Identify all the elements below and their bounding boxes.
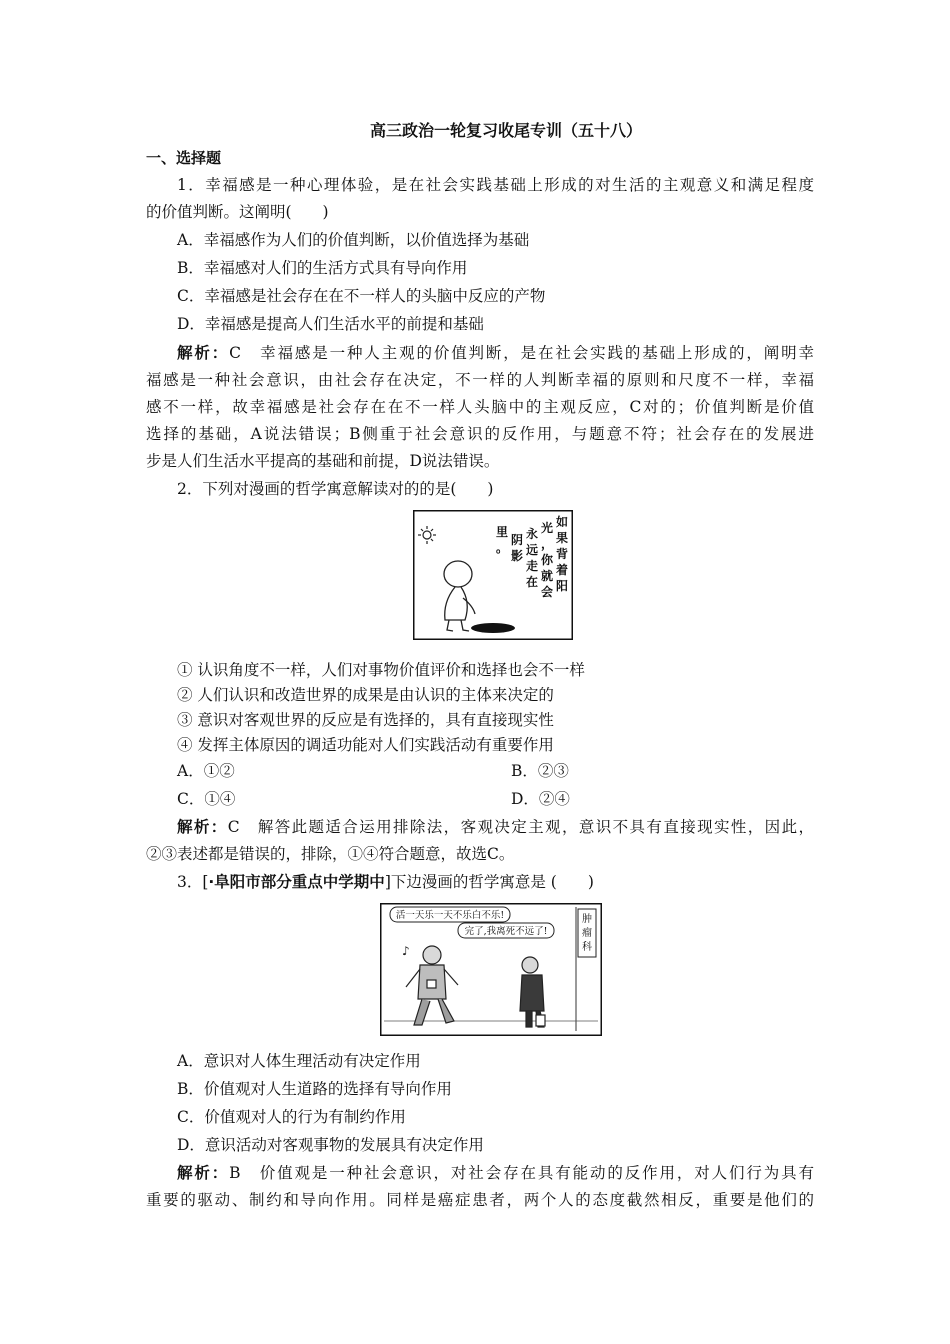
sign-char: 肿 bbox=[582, 914, 592, 925]
q2-option-d: D．②④ bbox=[511, 790, 570, 808]
cartoon-char: ， bbox=[540, 537, 554, 551]
q1-analysis-line-1 bbox=[177, 342, 814, 364]
q3-number: 3．[ bbox=[177, 873, 209, 891]
analysis-label: 解析： bbox=[177, 344, 230, 362]
q3-analysis-text: B 价值观是一种社会意识，对社会存在具有能动的反作用，对人们行为具有 bbox=[229, 1164, 814, 1182]
cartoon-char: 影 bbox=[510, 549, 524, 563]
q1-analysis-line-4: 选择的基础，A说法错误；B侧重于社会意识的反作用，与题意不符；社会存在的发展进 bbox=[146, 425, 814, 443]
bubble-text-happy: 活一天乐一天不乐白不乐! bbox=[395, 910, 505, 921]
cartoon-char: 在 bbox=[525, 575, 539, 589]
q1-stem-line-1: 1．幸福感是一种心理体验，是在社会实践基础上形成的对生活的主观意义和满足程度 bbox=[177, 176, 814, 194]
q1-analysis-line-5: 步是人们生活水平提高的基础和前提，D说法错误。 bbox=[146, 452, 500, 470]
q1-analysis-line-3: 感不一样，故幸福感是社会存在在不一样人头脑中的主观反应，C对的；价值判断是价值 bbox=[146, 398, 814, 416]
q2-analysis-line-2: ②③表述都是错误的，排除，①④符合题意，故选C。 bbox=[146, 845, 515, 863]
q1-option-d: D．幸福感是提高人们生活水平的前提和基础 bbox=[177, 315, 484, 333]
analysis-label: 解析： bbox=[177, 1164, 230, 1182]
q2-analysis-line-1 bbox=[177, 816, 814, 838]
q3-option-a: A．意识对人体生理活动有决定作用 bbox=[177, 1052, 421, 1070]
q2-option-c: C．①④ bbox=[177, 790, 236, 808]
q2-option-a: A．①② bbox=[177, 762, 235, 780]
q2-statement-1: ① 认识角度不一样，人们对事物价值评价和选择也会不一样 bbox=[177, 661, 585, 679]
music-note-icon: ♪ bbox=[402, 944, 410, 958]
q2-statement-3: ③ 意识对客观世界的反应是有选择的，具有直接现实性 bbox=[177, 711, 554, 729]
q1-analysis-line-2: 福感是一种社会意识，由社会存在决定，不一样的人判断幸福的原则和尺度不一样，幸福 bbox=[146, 371, 814, 389]
cartoon-char: 如 bbox=[555, 515, 569, 529]
sign-char: 科 bbox=[582, 942, 592, 953]
analysis-label: 解析： bbox=[177, 818, 228, 836]
q1-option-a: A．幸福感作为人们的价值判断，以价值选择为基础 bbox=[177, 231, 530, 249]
q3-source: ·阜阳市部分重点中学期中 bbox=[208, 873, 385, 891]
q1-stem-line-2: 的价值判断。这阐明( ) bbox=[146, 203, 329, 221]
section-heading: 一、选择题 bbox=[146, 149, 222, 167]
cartoon-char: 背 bbox=[555, 547, 569, 561]
sign-char: 瘤 bbox=[582, 928, 592, 939]
q2-statement-2: ② 人们认识和改造世界的成果是由认识的主体来决定的 bbox=[177, 686, 554, 704]
q3-option-d: D．意识活动对客观事物的发展具有决定作用 bbox=[177, 1136, 484, 1154]
cartoon-char: 阴 bbox=[510, 533, 524, 547]
q3-stem-text: ]下边漫画的哲学寓意是 ( ) bbox=[384, 873, 594, 891]
q2-analysis-text: C 解答此题适合运用排除法，客观决定主观，意识不具有直接现实性，因此， bbox=[227, 818, 814, 836]
cartoon-char: 阳 bbox=[555, 579, 569, 593]
cartoon-char: 永 bbox=[525, 527, 539, 541]
q3-option-c: C．价值观对人的行为有制约作用 bbox=[177, 1108, 406, 1126]
q2-stem: 2．下列对漫画的哲学寓意解读对的的是( ) bbox=[177, 480, 494, 498]
cartoon-char: 远 bbox=[525, 543, 539, 557]
cartoon-char: 着 bbox=[555, 563, 569, 577]
q3-option-b: B．价值观对人生道路的选择有导向作用 bbox=[177, 1080, 452, 1098]
q3-stem bbox=[177, 871, 845, 893]
cartoon-char: 你 bbox=[540, 553, 554, 567]
bubble-text-sad: 完了,我离死不远了! bbox=[464, 926, 548, 937]
cartoon-char: 果 bbox=[555, 531, 569, 545]
q1-option-b: B．幸福感对人们的生活方式具有导向作用 bbox=[177, 259, 468, 277]
q1-analysis-text: C 幸福感是一种人主观的价值判断，是在社会实践的基础上形成的，阐明幸 bbox=[229, 344, 814, 362]
cartoon-tumor-clinic-illustration bbox=[380, 903, 602, 1036]
q2-statement-4: ④ 发挥主体原因的调适功能对人们实践活动有重要作用 bbox=[177, 736, 554, 754]
q2-option-b: B．②③ bbox=[511, 762, 569, 780]
q3-analysis-line-2: 重要的驱动、制约和导向作用。同样是癌症患者，两个人的态度截然相反，重要是他们的 bbox=[146, 1191, 814, 1209]
q1-option-c: C．幸福感是社会存在在不一样人的头脑中反应的产物 bbox=[177, 287, 546, 305]
q3-analysis-line-1 bbox=[177, 1162, 814, 1184]
cartoon-char: 会 bbox=[540, 585, 554, 599]
cartoon-char: 里 bbox=[495, 525, 509, 539]
cartoon-char: 。 bbox=[495, 541, 509, 555]
cartoon-char: 就 bbox=[540, 569, 554, 583]
shadow-shape bbox=[471, 623, 515, 633]
cartoon-char: 走 bbox=[525, 559, 539, 573]
page-title: 高三政治一轮复习收尾专训（五十八） bbox=[370, 121, 643, 140]
cartoon-shadow-illustration bbox=[413, 510, 573, 640]
cartoon-char: 光 bbox=[540, 521, 554, 535]
